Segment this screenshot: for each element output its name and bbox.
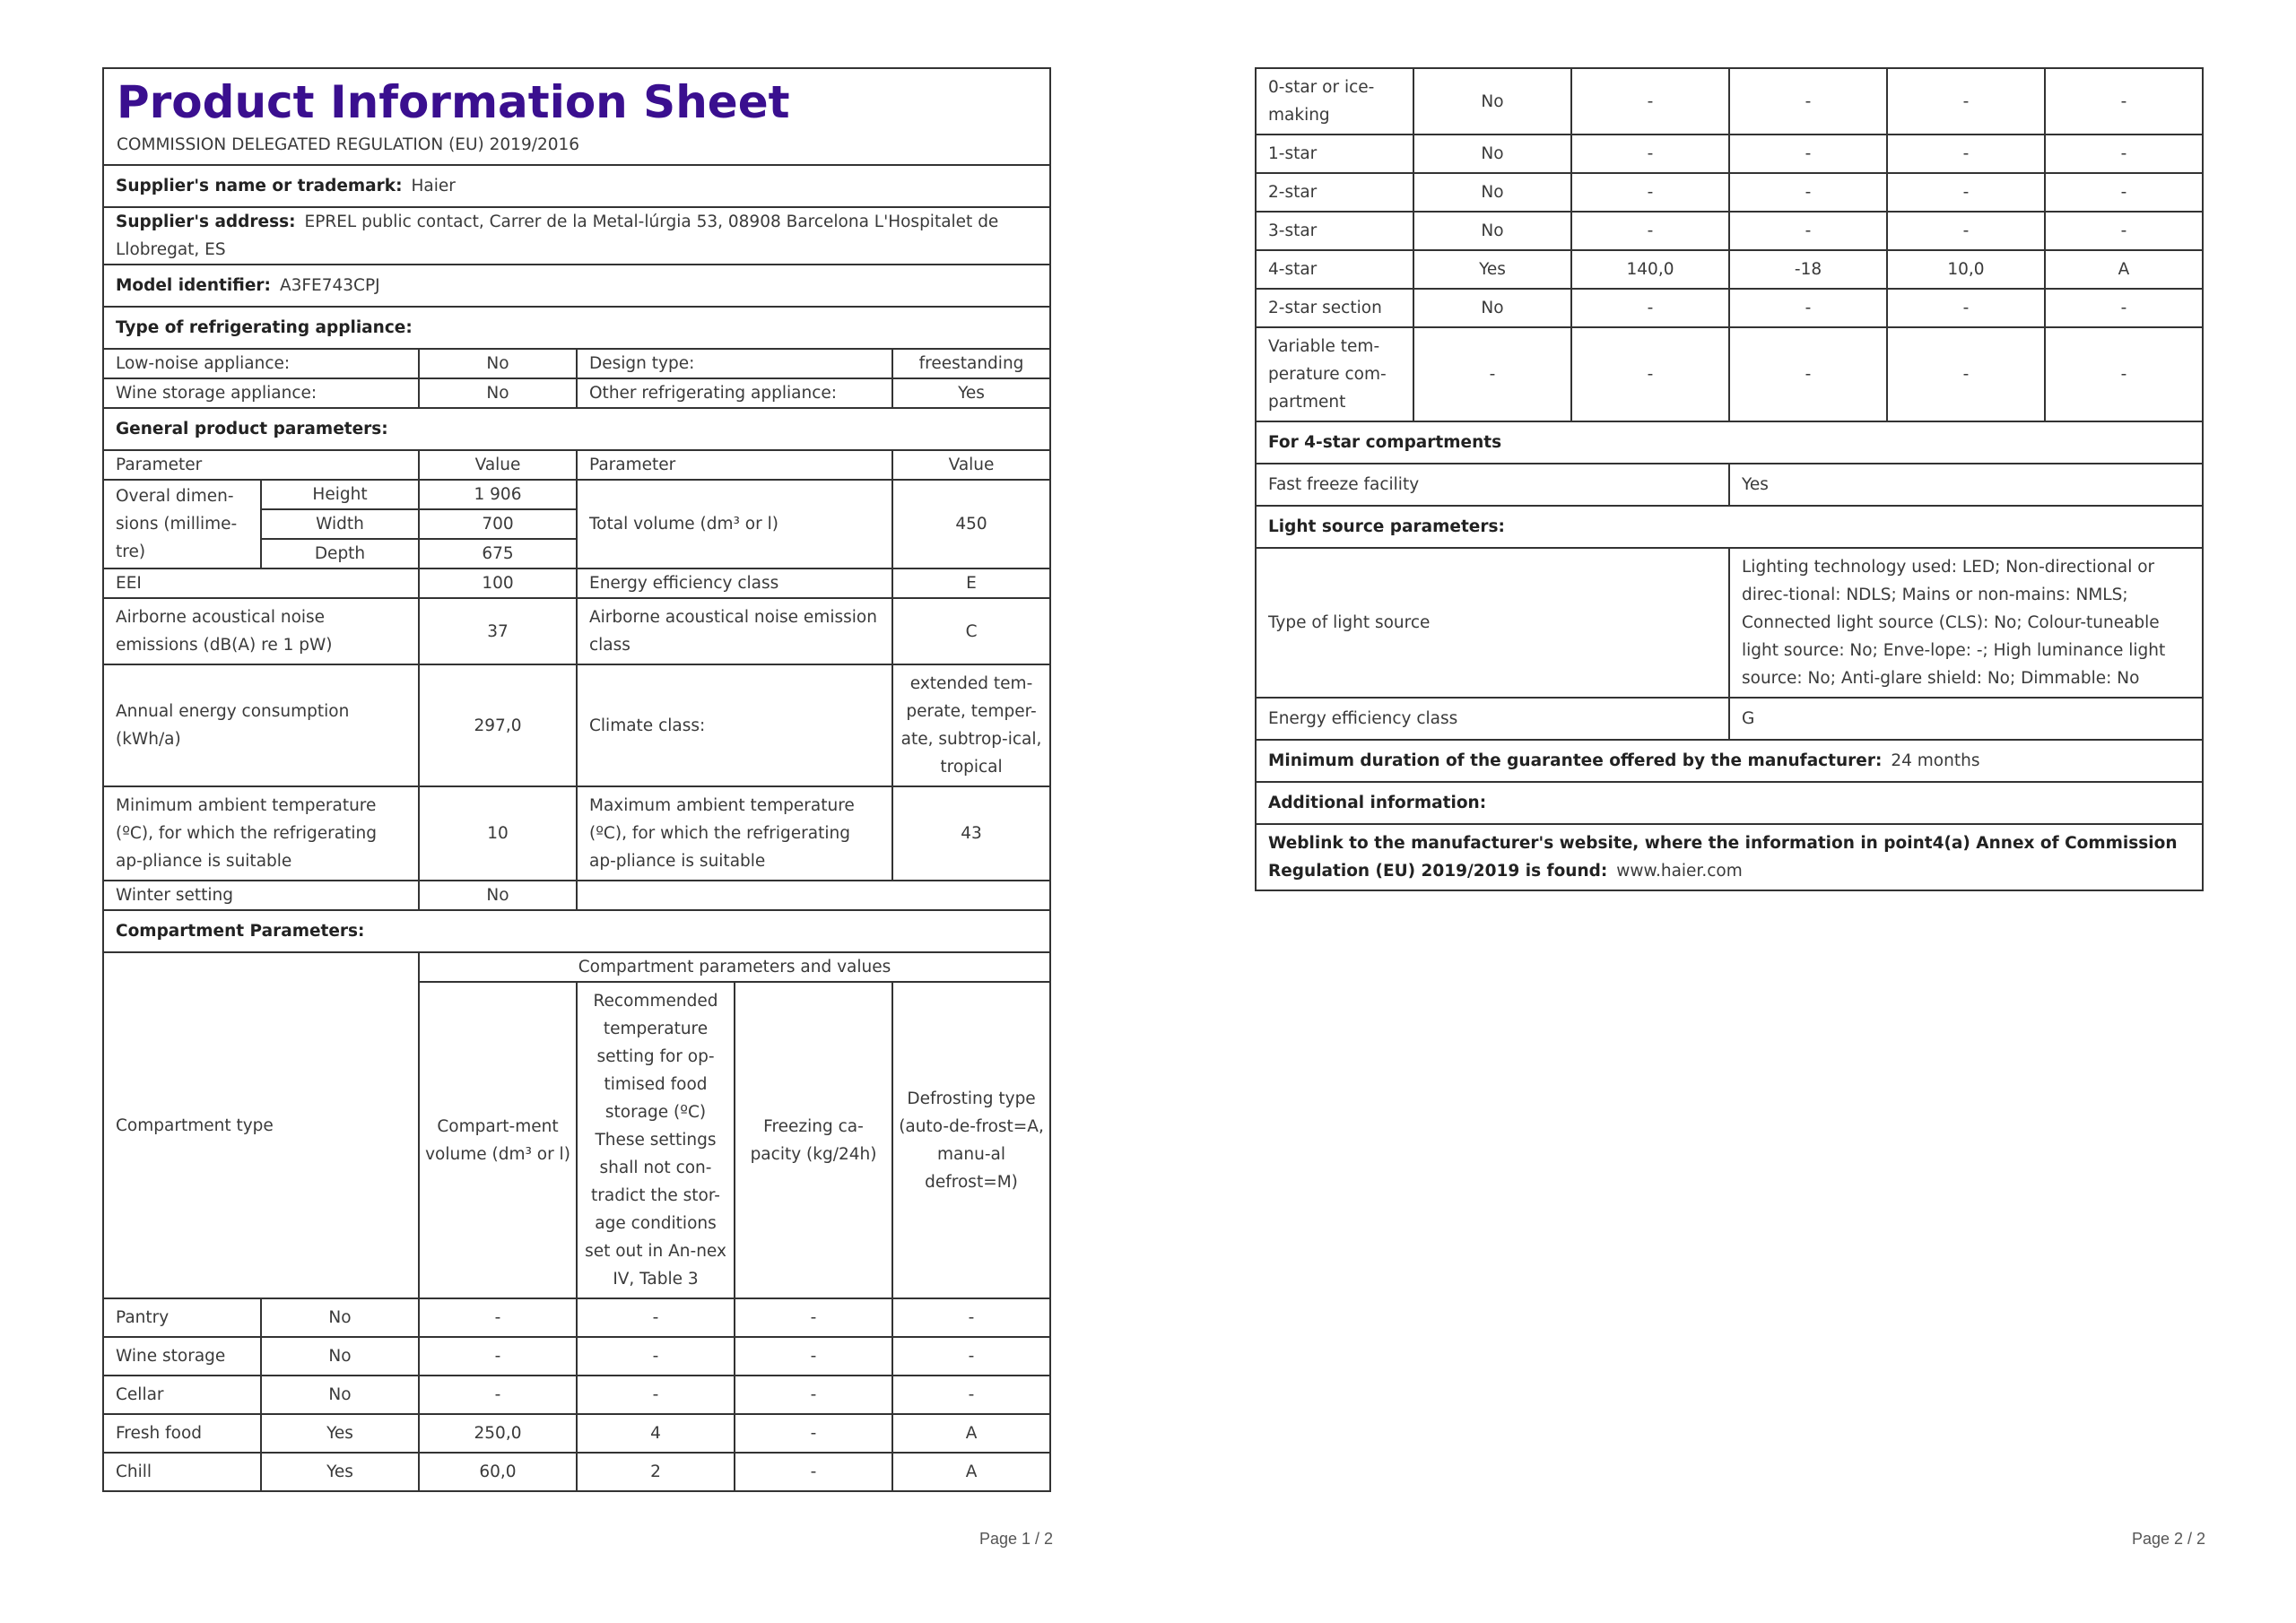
title-cell (103, 68, 1050, 165)
compartment-defrost: - (2045, 68, 2203, 135)
width-label: Width (261, 509, 419, 539)
light-heading (1256, 506, 2203, 548)
depth-label: Depth (261, 539, 419, 568)
eei-value: 100 (419, 568, 577, 598)
compartment-volume: - (1571, 173, 1729, 212)
compartment-heading-text: Compartment Parameters: (116, 922, 365, 941)
fast-freeze-label: Fast freeze facility (1256, 464, 1729, 506)
compartment-present: No (1413, 173, 1571, 212)
compartment-name: Pantry (103, 1298, 261, 1337)
compartment-present: No (1413, 289, 1571, 327)
model-value: A3FE743CPJ (279, 276, 380, 295)
compartment-name: Fresh food (103, 1414, 261, 1453)
light-type-label: Type of light source (1256, 548, 1729, 698)
light-heading-text: Light source parameters: (1268, 517, 1505, 536)
compartment-name: Chill (103, 1453, 261, 1491)
page-number-2: Page 2 / 2 (2132, 1530, 2206, 1548)
compartment-defrost: - (2045, 212, 2203, 250)
compartment-temp: - (1729, 68, 1887, 135)
weblink-label: Weblink to the manufacturer's website, where the information in point4(a) Annex of Commission Regulation (EU) 2019/2019 is found: (1268, 834, 2178, 881)
wine-storage-label: Wine storage appliance: (103, 378, 419, 408)
compartment-present: No (1413, 212, 1571, 250)
compartment-volume: - (1571, 212, 1729, 250)
product-info-table (102, 67, 1051, 1492)
compartment-freezing: 10,0 (1887, 250, 2045, 289)
compartment-volume: - (1571, 68, 1729, 135)
compartment-present: No (1413, 68, 1571, 135)
compartment-volume: - (419, 1376, 577, 1414)
col-value-2: Value (892, 450, 1050, 480)
guarantee-value: 24 months (1891, 751, 1980, 770)
compartment-freezing: - (1887, 68, 2045, 135)
compartment-name: 4-star (1256, 250, 1413, 289)
compartment-volume: - (1571, 289, 1729, 327)
compartment-temp: - (1729, 289, 1887, 327)
compartment-volume: 250,0 (419, 1414, 577, 1453)
compartment-freezing: - (735, 1453, 892, 1491)
supplier-address-label: Supplier's address: (116, 213, 296, 231)
compartment-row (1256, 289, 2203, 327)
compartment-freezing: - (1887, 135, 2045, 173)
design-type-label: Design type: (577, 349, 892, 378)
compartment-row (103, 1453, 1050, 1491)
annual-energy-label: Annual energy consumption (kWh/a) (103, 664, 419, 786)
model-row (103, 265, 1050, 307)
compartment-defrost: A (892, 1453, 1050, 1491)
defrost-header: Defrosting type (auto-de-frost=A, manu-al defrost=M) (892, 982, 1050, 1298)
compartment-row (103, 1298, 1050, 1337)
compartment-name: 1-star (1256, 135, 1413, 173)
guarantee-label: Minimum duration of the guarantee offered by the manufacturer: (1268, 751, 1883, 770)
col-value: Value (419, 450, 577, 480)
light-energy-class-value: G (1729, 698, 2203, 740)
compartment-temp: - (577, 1298, 735, 1337)
compartment-temp: - (1729, 135, 1887, 173)
height-label: Height (261, 480, 419, 509)
weblink-value[interactable]: www.haier.com (1616, 862, 1743, 881)
compartment-group-header: Compartment parameters and values (419, 952, 1050, 982)
compartment-present: Yes (261, 1453, 419, 1491)
compartment-present: Yes (261, 1414, 419, 1453)
compartment-row (1256, 68, 2203, 135)
supplier-name-label: Supplier's name or trademark: (116, 177, 403, 195)
compartment-temp: - (1729, 327, 1887, 421)
compartment-volume: 140,0 (1571, 250, 1729, 289)
compartment-freezing: - (735, 1376, 892, 1414)
compartment-volume: - (419, 1337, 577, 1376)
temp-header: Recommended temperature setting for op-timised food storage (ºC) These settings shall not con-tradict the stor-age conditions set out in An-nex IV, Table 3 (577, 982, 735, 1298)
compartment-temp: - (1729, 173, 1887, 212)
page-title: Product Information Sheet (117, 76, 790, 128)
four-star-heading-text: For 4-star compartments (1268, 433, 1502, 452)
compartment-name: 0-star or ice-making (1256, 68, 1413, 135)
compartment-volume: 60,0 (419, 1453, 577, 1491)
freezing-header: Freezing ca-pacity (kg/24h) (735, 982, 892, 1298)
climate-label: Climate class: (577, 664, 892, 786)
low-noise-label: Low-noise appliance: (103, 349, 419, 378)
compartment-freezing: - (1887, 173, 2045, 212)
compartment-present: No (1413, 135, 1571, 173)
compartment-freezing: - (1887, 212, 2045, 250)
eei-label: EEI (103, 568, 419, 598)
compartment-row (103, 1414, 1050, 1453)
compartment-defrost: A (2045, 250, 2203, 289)
noise-label: Airborne acoustical noise emissions (dB(A) re 1 pW) (103, 598, 419, 664)
compartment-row (1256, 173, 2203, 212)
compartment-freezing: - (735, 1298, 892, 1337)
compartment-present: Yes (1413, 250, 1571, 289)
supplier-name-value: Haier (411, 177, 456, 195)
supplier-address-row (103, 207, 1050, 265)
compartment-name: Variable tem-perature com-partment (1256, 327, 1413, 421)
compartment-freezing: - (1887, 327, 2045, 421)
compartment-volume: - (419, 1298, 577, 1337)
supplier-name-row (103, 165, 1050, 207)
additional-heading-text: Additional information: (1268, 794, 1487, 812)
height-value: 1 906 (419, 480, 577, 509)
four-star-heading (1256, 421, 2203, 464)
noise-class-value: C (892, 598, 1050, 664)
guarantee-row (1256, 740, 2203, 782)
compartment-defrost: - (2045, 327, 2203, 421)
compartment-present: - (1413, 327, 1571, 421)
col-parameter-2: Parameter (577, 450, 892, 480)
low-noise-value: No (419, 349, 577, 378)
annual-energy-value: 297,0 (419, 664, 577, 786)
compartment-defrost: - (2045, 173, 2203, 212)
compartment-row (103, 1376, 1050, 1414)
compartment-row (1256, 135, 2203, 173)
compartment-volume: - (1571, 327, 1729, 421)
compartment-defrost: - (2045, 135, 2203, 173)
weblink-row (1256, 824, 2203, 890)
col-parameter: Parameter (103, 450, 419, 480)
winter-value: No (419, 881, 577, 910)
model-label: Model identifier: (116, 276, 271, 295)
volume-header: Compart-ment volume (dm³ or l) (419, 982, 577, 1298)
compartment-defrost: - (892, 1337, 1050, 1376)
general-heading (103, 408, 1050, 450)
compartment-temp: - (577, 1376, 735, 1414)
supplier-address-value: EPREL public contact, Carrer de la Metal-lúrgia 53, 08908 Barcelona L'Hospitalet de Llobregat, ES (116, 213, 999, 259)
other-appliance-value: Yes (892, 378, 1050, 408)
compartment-name: Cellar (103, 1376, 261, 1414)
fast-freeze-value: Yes (1729, 464, 2203, 506)
product-info-table-continued (1255, 67, 2204, 891)
page-two (1255, 67, 2204, 891)
noise-class-label: Airborne acoustical noise emission class (577, 598, 892, 664)
winter-label: Winter setting (103, 881, 419, 910)
min-temp-label: Minimum ambient temperature (ºC), for which the refrigerating ap-pliance is suitable (103, 786, 419, 881)
appliance-type-heading (103, 307, 1050, 349)
compartment-temp: - (577, 1337, 735, 1376)
general-heading-text: General product parameters: (116, 420, 388, 438)
compartment-present: No (261, 1337, 419, 1376)
compartment-temp: 4 (577, 1414, 735, 1453)
compartment-present: No (261, 1298, 419, 1337)
compartment-temp: - (1729, 212, 1887, 250)
light-type-value: Lighting technology used: LED; Non-directional or direc-tional: NDLS; Mains or non-mains: NMLS; Connected light source (CLS): No; Colour-tuneable light source: No; Enve-lope: -; High luminance light source: No; Anti-glare shield: No; Dimmable: No (1729, 548, 2203, 698)
light-energy-class-label: Energy efficiency class (1256, 698, 1729, 740)
compartment-row (1256, 250, 2203, 289)
other-appliance-label: Other refrigerating appliance: (577, 378, 892, 408)
design-type-value: freestanding (892, 349, 1050, 378)
compartment-temp: -18 (1729, 250, 1887, 289)
compartment-name: 2-star section (1256, 289, 1413, 327)
compartment-freezing: - (735, 1414, 892, 1453)
page-one (102, 67, 1051, 1492)
compartment-defrost: - (2045, 289, 2203, 327)
compartment-defrost: - (892, 1298, 1050, 1337)
energy-class-label: Energy efficiency class (577, 568, 892, 598)
noise-value: 37 (419, 598, 577, 664)
compartment-row (1256, 212, 2203, 250)
compartment-freezing: - (1887, 289, 2045, 327)
compartment-name: 3-star (1256, 212, 1413, 250)
empty-cell (577, 881, 1050, 910)
compartment-volume: - (1571, 135, 1729, 173)
compartment-defrost: - (892, 1376, 1050, 1414)
compartment-type-header: Compartment type (103, 952, 419, 1298)
page-number-1: Page 1 / 2 (979, 1530, 1054, 1548)
compartment-freezing: - (735, 1337, 892, 1376)
width-value: 700 (419, 509, 577, 539)
compartment-heading (103, 910, 1050, 952)
min-temp-value: 10 (419, 786, 577, 881)
total-volume-value: 450 (892, 480, 1050, 568)
additional-heading (1256, 782, 2203, 824)
wine-storage-value: No (419, 378, 577, 408)
climate-value: extended tem-perate, temper-ate, subtrop-ical, tropical (892, 664, 1050, 786)
compartment-name: Wine storage (103, 1337, 261, 1376)
max-temp-value: 43 (892, 786, 1050, 881)
dimensions-label: Overal dimen-sions (millime-tre) (103, 480, 261, 568)
compartment-row (103, 1337, 1050, 1376)
appliance-type-heading-text: Type of refrigerating appliance: (116, 318, 413, 337)
compartment-name: 2-star (1256, 173, 1413, 212)
compartment-present: No (261, 1376, 419, 1414)
energy-class-value: E (892, 568, 1050, 598)
compartment-temp: 2 (577, 1453, 735, 1491)
total-volume-label: Total volume (dm³ or l) (577, 480, 892, 568)
depth-value: 675 (419, 539, 577, 568)
regulation-text: COMMISSION DELEGATED REGULATION (EU) 2019/2016 (117, 135, 580, 154)
max-temp-label: Maximum ambient temperature (ºC), for which the refrigerating ap-pliance is suitable (577, 786, 892, 881)
compartment-defrost: A (892, 1414, 1050, 1453)
compartment-row (1256, 327, 2203, 421)
